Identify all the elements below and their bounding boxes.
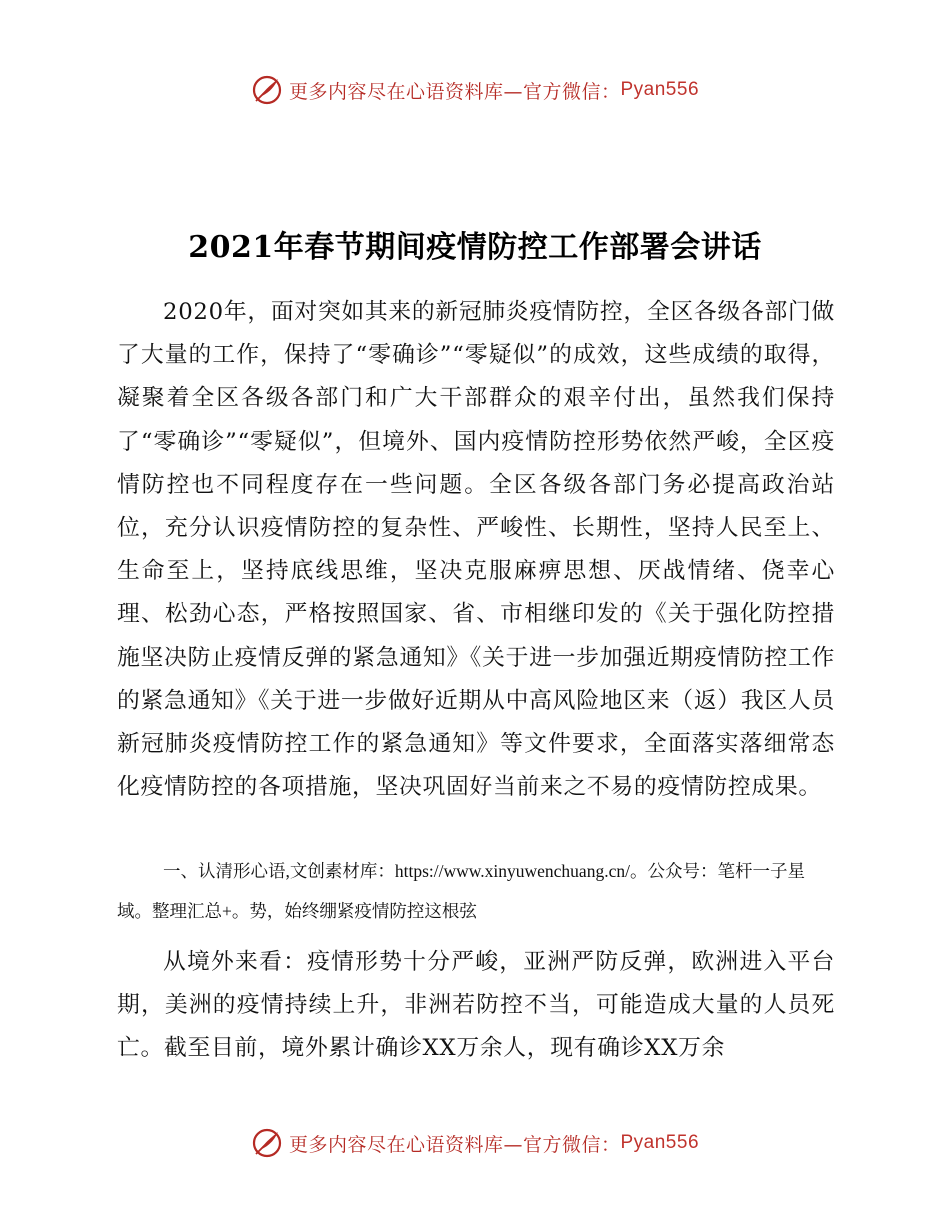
watermark-handle: Pyan556 [620,79,700,100]
body-paragraph: 2020年，面对突如其来的新冠肺炎疫情防控，全区各级各部门做了大量的工作，保持了“零确诊”“零疑似”的成效，这些成绩的取得，凝聚着全区各级各部门和广大干部群众的艰辛付出，虽然我们保持了“零确诊”“零疑似”，但境外、国内疫情防控形势依然严峻，全区疫情防控也不同程度存在一些问题。全区各级各部门务必提高政治站位，充分认识疫情防控的复杂性、严峻性、长期性，坚持人民至上、生命至上，坚持底线思维，坚决克服麻痹思想、厌战情绪、侥幸心理、松劲心态，严格按照国家、省、市相继印发的《关于强化防控措施坚决防止疫情反弹的紧急通知》《关于进一步加强近期疫情防控工作的紧急通知》《关于进一步做好近期从中高风险地区来（返）我区人员新冠肺炎疫情防控工作的紧急通知》等文件要求，全面落实落细常态化疫情防控的各项措施，坚决巩固好当前来之不易的疫情防控成果。 [117,299,835,801]
header-watermark [0,74,950,106]
footer-watermark [0,1127,950,1159]
quill-logo-icon [251,1127,283,1159]
section-heading: 一、认清形心语,文创素材库：https://www.xinyuwenchuang.cn/。公众号：笔杆一子星域。整理汇总+。势，始终绷紧疫情防控这根弦 [117,861,805,921]
watermark-handle: Pyan556 [620,1132,700,1153]
body-paragraph: 从境外来看：疫情形势十分严峻，亚洲严防反弹，欧洲进入平台期，美洲的疫情持续上升，非洲若防控不当，可能造成大量的人员死亡。截至目前，境外累计确诊XX万余人，现有确诊XX万余 [117,949,835,1062]
watermark-text: 更多内容尽在心语资料库—官方微信： [288,80,621,103]
document-title: 2021年春节期间疫情防控工作部署会讲话 [188,230,762,265]
watermark-text: 更多内容尽在心语资料库—官方微信： [288,1133,621,1156]
quill-logo-icon [251,74,283,106]
